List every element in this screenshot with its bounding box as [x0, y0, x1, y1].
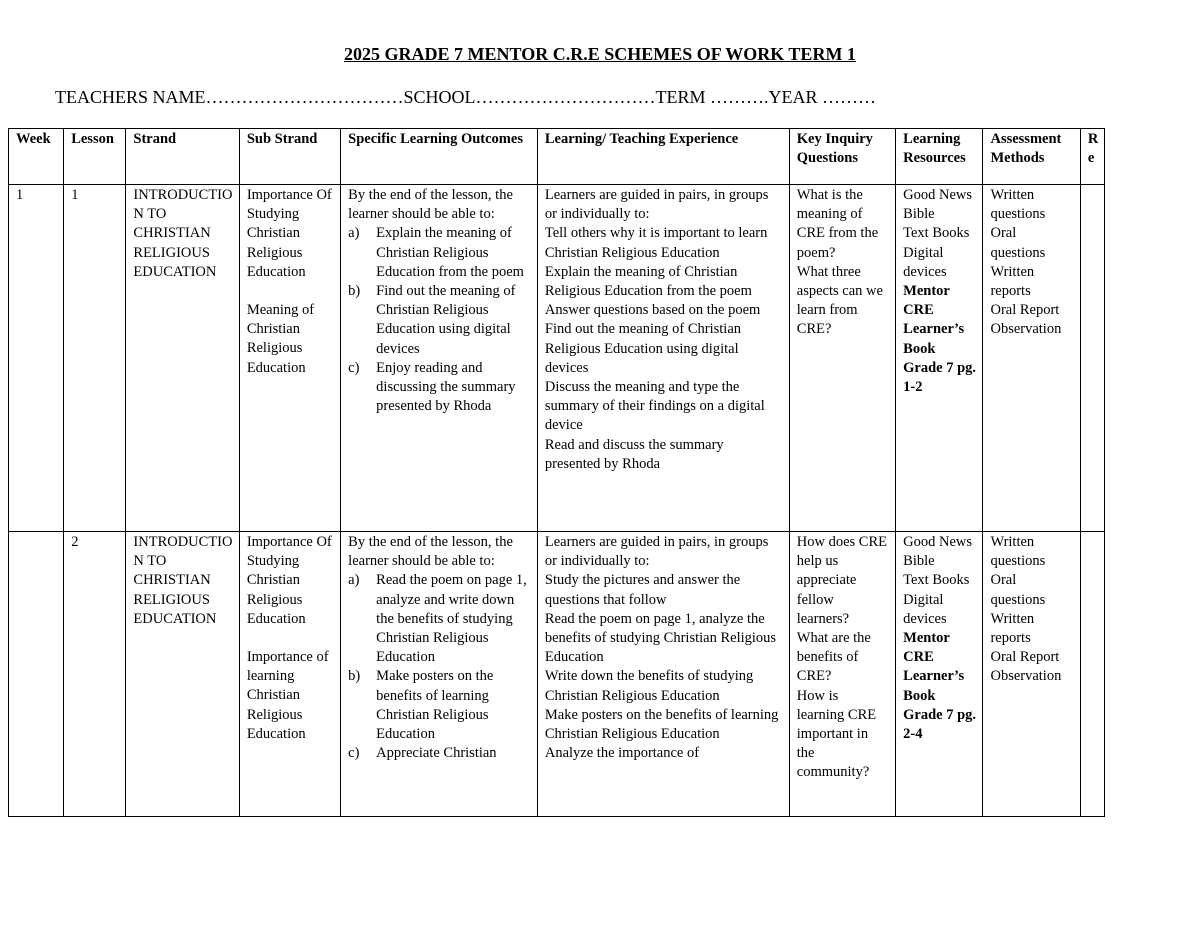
cell-assessment: [983, 185, 1080, 532]
list-item: a) Read the poem on page 1, analyze and write down the benefits of studying Christian Religious Education: [348, 572, 527, 666]
list-item: Learners are guided in pairs, in groups or individually to:: [544, 534, 769, 570]
cell-experience: [537, 185, 789, 532]
list-item: Digital devices: [903, 591, 947, 627]
sub-strand-1: Importance Of Studying Christian Religious Education: [246, 534, 332, 627]
list-item: Oral Report: [990, 649, 1060, 666]
list-item: Study the pictures and answer the questions that follow: [544, 572, 741, 608]
list-item: Observation: [990, 668, 1062, 685]
sub-strand-1: Importance Of Studying Christian Religious Education: [246, 187, 332, 280]
list-item: Make posters on the benefits of learning Christian Religious Education: [544, 706, 779, 743]
list-item: Oral Report: [990, 302, 1060, 319]
list-item: Read and discuss the summary presented by Rhoda: [544, 436, 724, 472]
header-week: Week: [9, 129, 64, 185]
cell-lesson: 2: [64, 532, 126, 817]
cell-resources: [896, 185, 983, 532]
learners-book-reference: Mentor CRE Learner’s Book Grade 7 pg. 2-4: [903, 630, 977, 743]
cell-sub-strand: [239, 185, 340, 532]
header-resources: Learning Resources: [896, 129, 983, 185]
cell-sub-strand: [239, 532, 340, 817]
cell-week: 1: [9, 185, 64, 532]
outcomes-intro: By the end of the lesson, the learner should be able to:: [348, 534, 513, 570]
cell-outcomes: [341, 185, 538, 532]
list-item: Find out the meaning of Christian Religious Education using digital devices: [544, 321, 742, 376]
learners-book-reference: Mentor CRE Learner’s Book Grade 7 pg. 1-2: [903, 283, 977, 396]
sub-strand-2: Meaning of Christian Religious Education: [246, 302, 315, 376]
cell-assessment: [983, 532, 1080, 817]
table-row: [9, 532, 1105, 817]
cell-week: [9, 532, 64, 817]
cell-remarks: [1080, 532, 1104, 817]
cell-experience: [537, 532, 789, 817]
list-item: Written questions: [990, 187, 1046, 223]
cell-outcomes: [341, 532, 538, 817]
header-sub-strand: Sub Strand: [239, 129, 340, 185]
cell-resources: [896, 532, 983, 817]
list-item: b) Make posters on the benefits of learning Christian Religious Education: [348, 668, 494, 743]
table-header-row: [9, 129, 1105, 185]
list-item: Good News Bible: [903, 187, 973, 223]
cell-key-questions: [789, 532, 895, 817]
cell-key-questions: [789, 185, 895, 532]
header-outcomes: Specific Learning Outcomes: [341, 129, 538, 185]
header-lesson: Lesson: [64, 129, 126, 185]
outcomes-intro: By the end of the lesson, the learner should be able to:: [348, 187, 513, 223]
list-item: Analyze the importance of: [544, 745, 700, 762]
list-item: Good News Bible: [903, 534, 973, 570]
list-item: What are the benefits of CRE?: [796, 630, 871, 685]
schemes-of-work-table: [8, 128, 1105, 817]
cell-strand: INTRODUCTION TO CHRISTIAN RELIGIOUS EDUCATION: [126, 532, 239, 817]
list-item: Explain the meaning of Christian Religious Education from the poem: [544, 263, 752, 300]
list-item: Tell others why it is important to learn Christian Religious Education: [544, 225, 768, 261]
list-item: Oral questions: [990, 572, 1046, 608]
cell-lesson: 1: [64, 185, 126, 532]
document-title: 2025 GRADE 7 MENTOR C.R.E SCHEMES OF WORK TERM 1: [344, 44, 856, 64]
list-item: How does CRE help us appreciate fellow learners?: [796, 534, 888, 627]
list-item: Discuss the meaning and type the summary of their findings on a digital device: [544, 379, 765, 434]
table-row: [9, 185, 1105, 532]
cell-remarks: [1080, 185, 1104, 532]
header-remarks: Re: [1080, 129, 1104, 185]
list-item: Text Books: [903, 225, 970, 242]
list-item: Learners are guided in pairs, in groups or individually to:: [544, 187, 769, 223]
list-item: Written reports: [990, 610, 1035, 647]
list-item: How is learning CRE important in the community?: [796, 687, 877, 781]
list-item: Write down the benefits of studying Christian Religious Education: [544, 668, 754, 704]
list-item: c) Appreciate Christian: [348, 745, 497, 762]
list-item: Text Books: [903, 572, 970, 589]
list-item: b) Find out the meaning of Christian Religious Education using digital devices: [348, 283, 516, 357]
list-item: Written reports: [990, 263, 1035, 300]
list-item: c) Enjoy reading and discussing the summary presented by Rhoda: [348, 359, 516, 415]
cell-strand: INTRODUCTION TO CHRISTIAN RELIGIOUS EDUCATION: [126, 185, 239, 532]
list-item: What three aspects can we learn from CRE?: [796, 263, 883, 338]
header-key-questions: Key Inquiry Questions: [789, 129, 895, 185]
header-strand: Strand: [126, 129, 239, 185]
header-experience: Learning/ Teaching Experience: [537, 129, 789, 185]
list-item: Read the poem on page 1, analyze the benefits of studying Christian Religious Education: [544, 610, 777, 666]
list-item: Observation: [990, 321, 1062, 338]
list-item: Answer questions based on the poem: [544, 302, 761, 319]
list-item: Digital devices: [903, 244, 947, 280]
list-item: Oral questions: [990, 225, 1046, 261]
list-item: Written questions: [990, 534, 1046, 570]
list-item: What is the meaning of CRE from the poem?: [796, 187, 879, 261]
list-item: a) Explain the meaning of Christian Religious Education from the poem: [348, 225, 524, 280]
header-assessment: Assessment Methods: [983, 129, 1080, 185]
teacher-info-line: TEACHERS NAME……………………………SCHOOL…………………………TERM ……….YEAR ………: [55, 87, 877, 107]
sub-strand-2: Importance of learning Christian Religious Education: [246, 649, 329, 742]
